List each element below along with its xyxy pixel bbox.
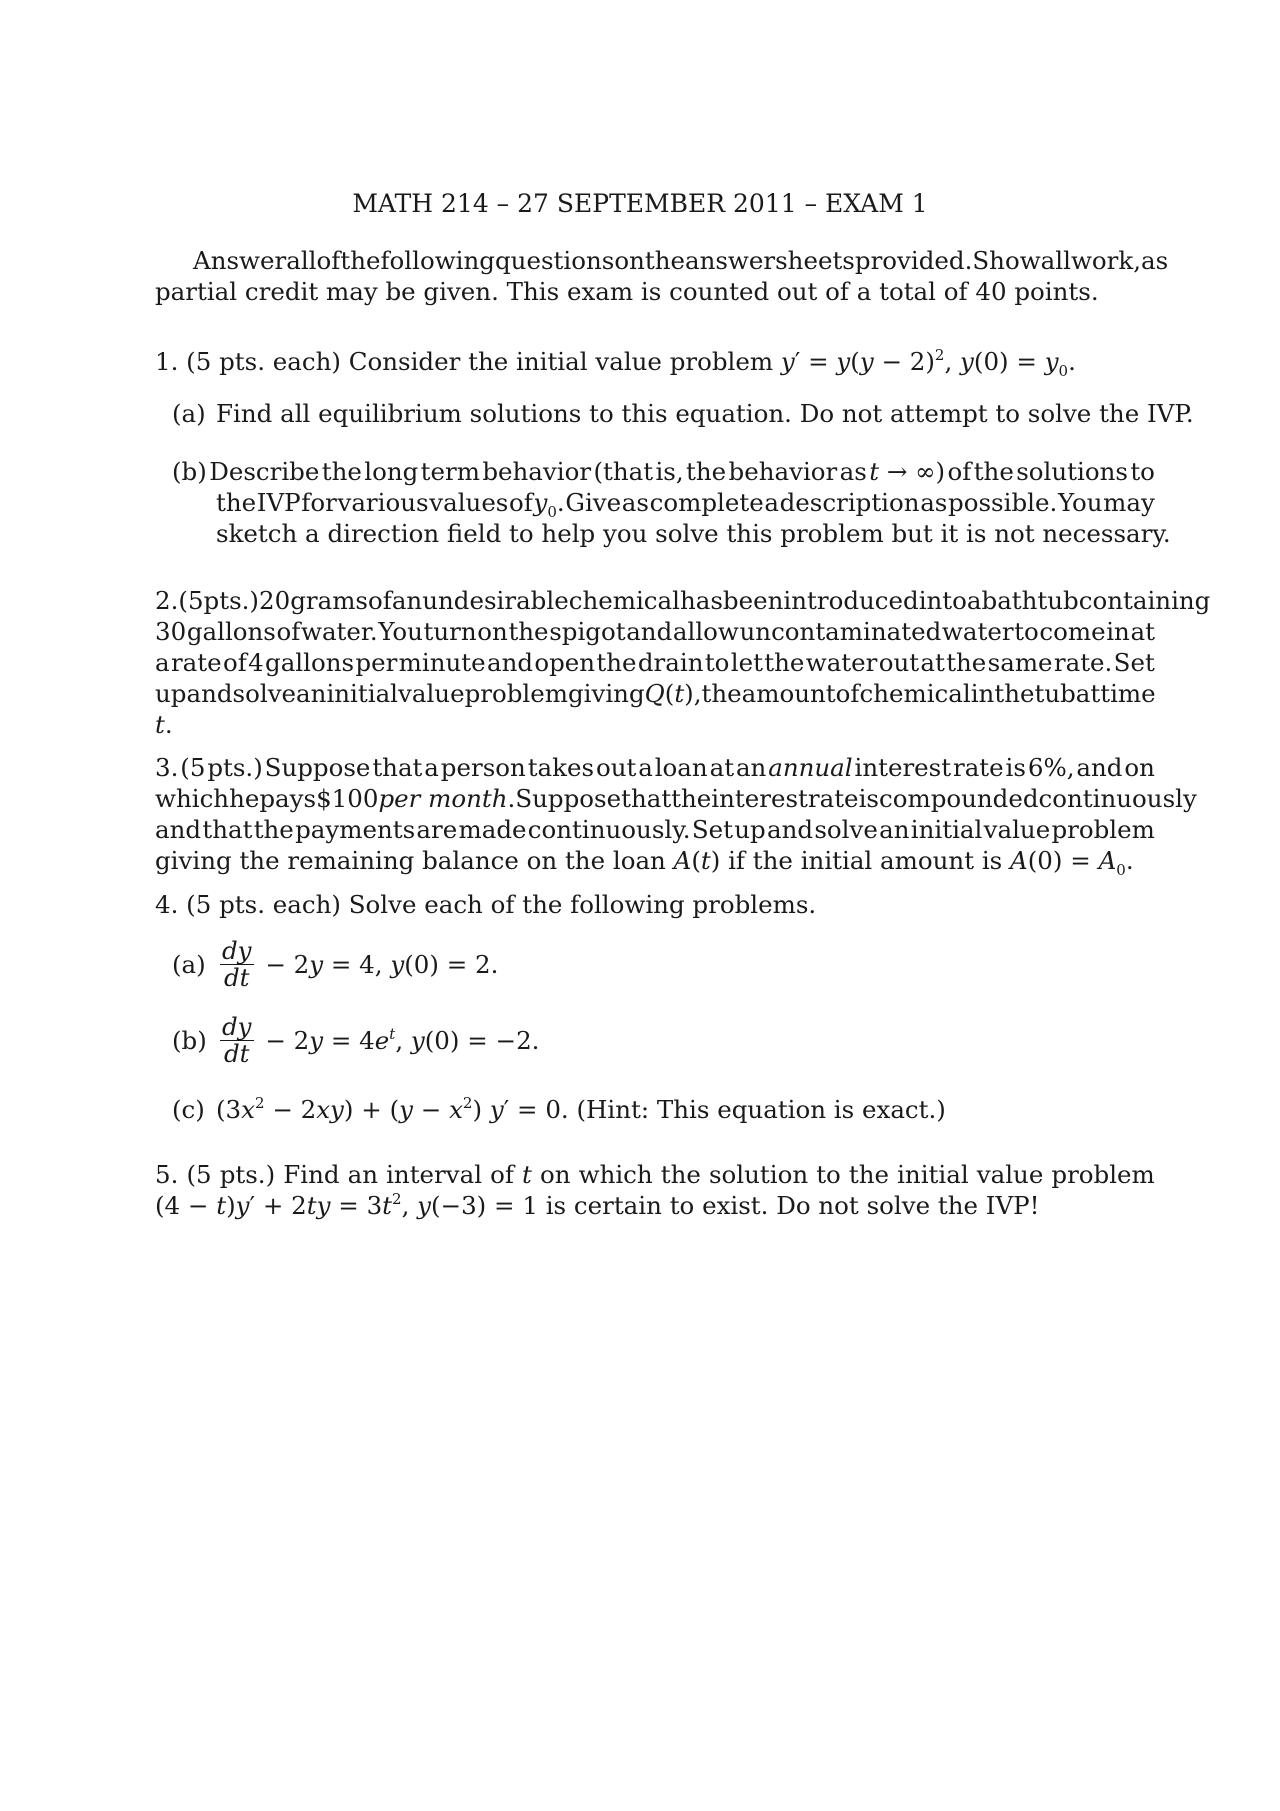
question-1b: (b) Describe the long term behavior (that is, the behavior as t → ∞) of the solutions to [172, 457, 1155, 486]
question-4c: (c) $(3x^2 - 2xy) + (y - x^2) y' = 0$. (Hint: This equation is exact.) [172, 1094, 946, 1124]
exam-title: MATH 214 – 27 SEPTEMBER 2011 – EXAM 1 [352, 189, 928, 218]
question-4a: (a) $\frac{dy}{dt}$ − 2y = 4, y(0) = 2. [172, 936, 499, 992]
exam-page: MATH 214 – 27 SEPTEMBER 2011 – EXAM 1 Answer all of the following questions on the answer sheets provided. Show all work, as partial credit may be given. This exam is counted out of a total of 40 points. 1. (5 pts. each) Consider the initial value problem $y' = y(y - 2)^2$, $y(0) = y_0$. (a) Find all equilibrium solutions to this equation. Do not attempt to solve the IVP. (b) Describe the long term behavior (that is, the behavior as t → ∞) of the solutions to the IVP for various values of $y_0$. Give as complete a description as possible. You may sketch a direction field to help you solve this problem but it is not necessary. 2. (5 pts.) 20 grams of an undesirable chemical has been introduced into a bathtub containing 30 gallons of water. You turn on the spigot and allow uncontaminated water to come in at a rate of 4 gallons per minute and open the drain to let the water out at the same rate. Set up and solve an initial value problem giving Q(t), the amount of chemical in the tub at time t. 3. (5 pts.) Suppose that a person takes out a loan at an annual interest rate is 6%, and on which he pays $100 per month. Suppose that the interest rate is compounded continuously and that the payments are made continuously. Set up and solve an initial value problem giving the remaining balance on the loan A(t) if the initial amount is $A(0) = A_0$. 4. (5 pts. each) Solve each of the following problems. (a) $\frac{dy}{dt}$ − 2y = 4, y(0) = 2. (b) $\frac{dy}{dt}$ − $2y = 4e^t$, y(0) = −2. (c) $(3x^2 - 2xy) + (y - x^2) y' = 0$. (Hint: This equation is exact.) 5. (5 pts.) Find an interval of t on which the solution to the initial value problem $(4 - t)y' + 2ty = 3t^2$, y(−3) = 1 is certain to exist. Do not solve the IVP! [0, 0, 1280, 1811]
question-1a: (a) Find all equilibrium solutions to this equation. Do not attempt to solve the IVP. [172, 399, 1194, 428]
question-4b: (b) $\frac{dy}{dt}$ − $2y = 4e^t$, y(0) = −2. [172, 1012, 540, 1068]
